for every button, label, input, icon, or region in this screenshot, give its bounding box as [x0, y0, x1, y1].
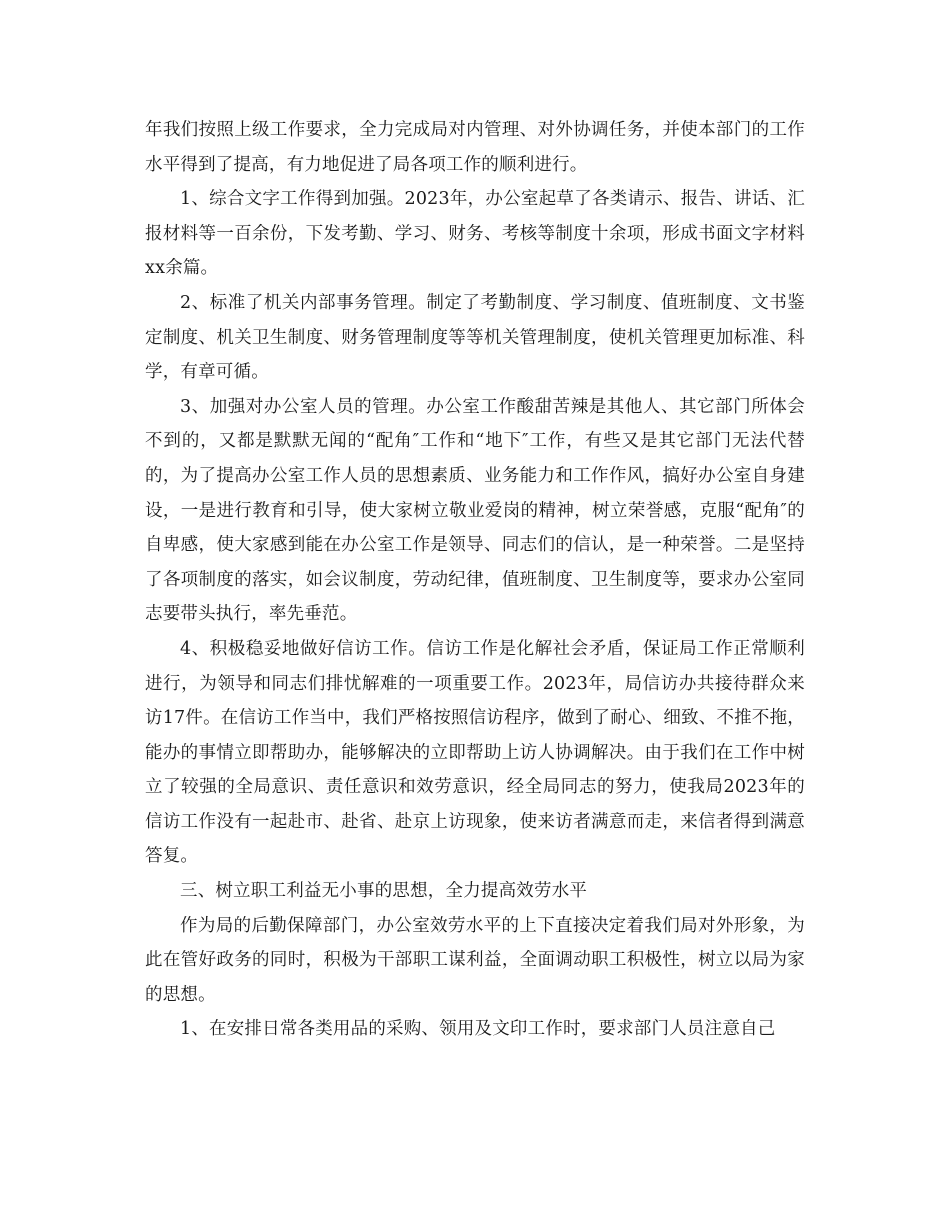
paragraph-item-1-procurement: 1、在安排日常各类用品的采购、领用及文印工作时，要求部门人员注意自己	[180, 1019, 776, 1040]
paragraph-item-3-staff-management: 3、加强对办公室人员的管理。办公室工作酸甜苦辣是其他人、其它部门所体会不到的，又都是默默无闻的“配角″工作和“地下″工作，有些又是其它部门无法代替的，为了提高办公室工作人员的思想素质、业务能力和工作作风，搞好办公室自身建设，一是进行教育和引导，使大家树立敬业爱岗的精神，树立荣誉感，克服“配角″的自卑感，使大家感到能在办公室工作是领导、同志们的信认，是一种荣誉。二是坚持了各项制度的落实，如会议制度，劳动纪律，值班制度、卫生制度等，要求办公室同志要带头执行，率先垂范。	[145, 396, 805, 625]
paragraph-continuation: 年我们按照上级工作要求，全力完成局对内管理、对外协调任务，并使本部门的工作水平得到了提高，有力地促进了局各项工作的顺利进行。	[145, 120, 805, 175]
document-body	[145, 113, 805, 1047]
paragraph-service-intro: 作为局的后勤保障部门，办公室效劳水平的上下直接决定着我们局对外形象，为此在管好政务的同时，积极为干部职工谋利益，全面调动职工积极性，树立以局为家的思想。	[145, 915, 805, 1005]
paragraph-item-1-writing-work: 1、综合文字工作得到加强。2023年，办公室起草了各类请示、报告、讲话、汇报材料等一百余份，下发考勤、学习、财务、考核等制度十余项，形成书面文字材料xx余篇。	[145, 189, 805, 279]
section-heading-3: 三、树立职工利益无小事的思想，全力提高效劳水平	[180, 881, 588, 902]
paragraph-item-2-internal-affairs: 2、标准了机关内部事务管理。制定了考勤制度、学习制度、值班制度、文书鉴定制度、机关卫生制度、财务管理制度等等机关管理制度，使机关管理更加标准、科学，有章可循。	[145, 292, 805, 383]
paragraph-item-4-petition-work: 4、积极稳妥地做好信访工作。信访工作是化解社会矛盾，保证局工作正常顺利进行，为领导和同志们排忧解难的一项重要工作。2023年，局信访办共接待群众来访17件。在信访工作当中，我们严格按照信访程序，做到了耐心、细致、不推不拖，能办的事情立即帮助办，能够解决的立即帮助上访人协调解决。由于我们在工作中树立了较强的全局意识、责任意识和效劳意识，经全局同志的努力，使我局2023年的信访工作没有一起赴市、赴省、赴京上访现象，使来访者满意而走，来信者得到满意答复。	[145, 638, 805, 867]
